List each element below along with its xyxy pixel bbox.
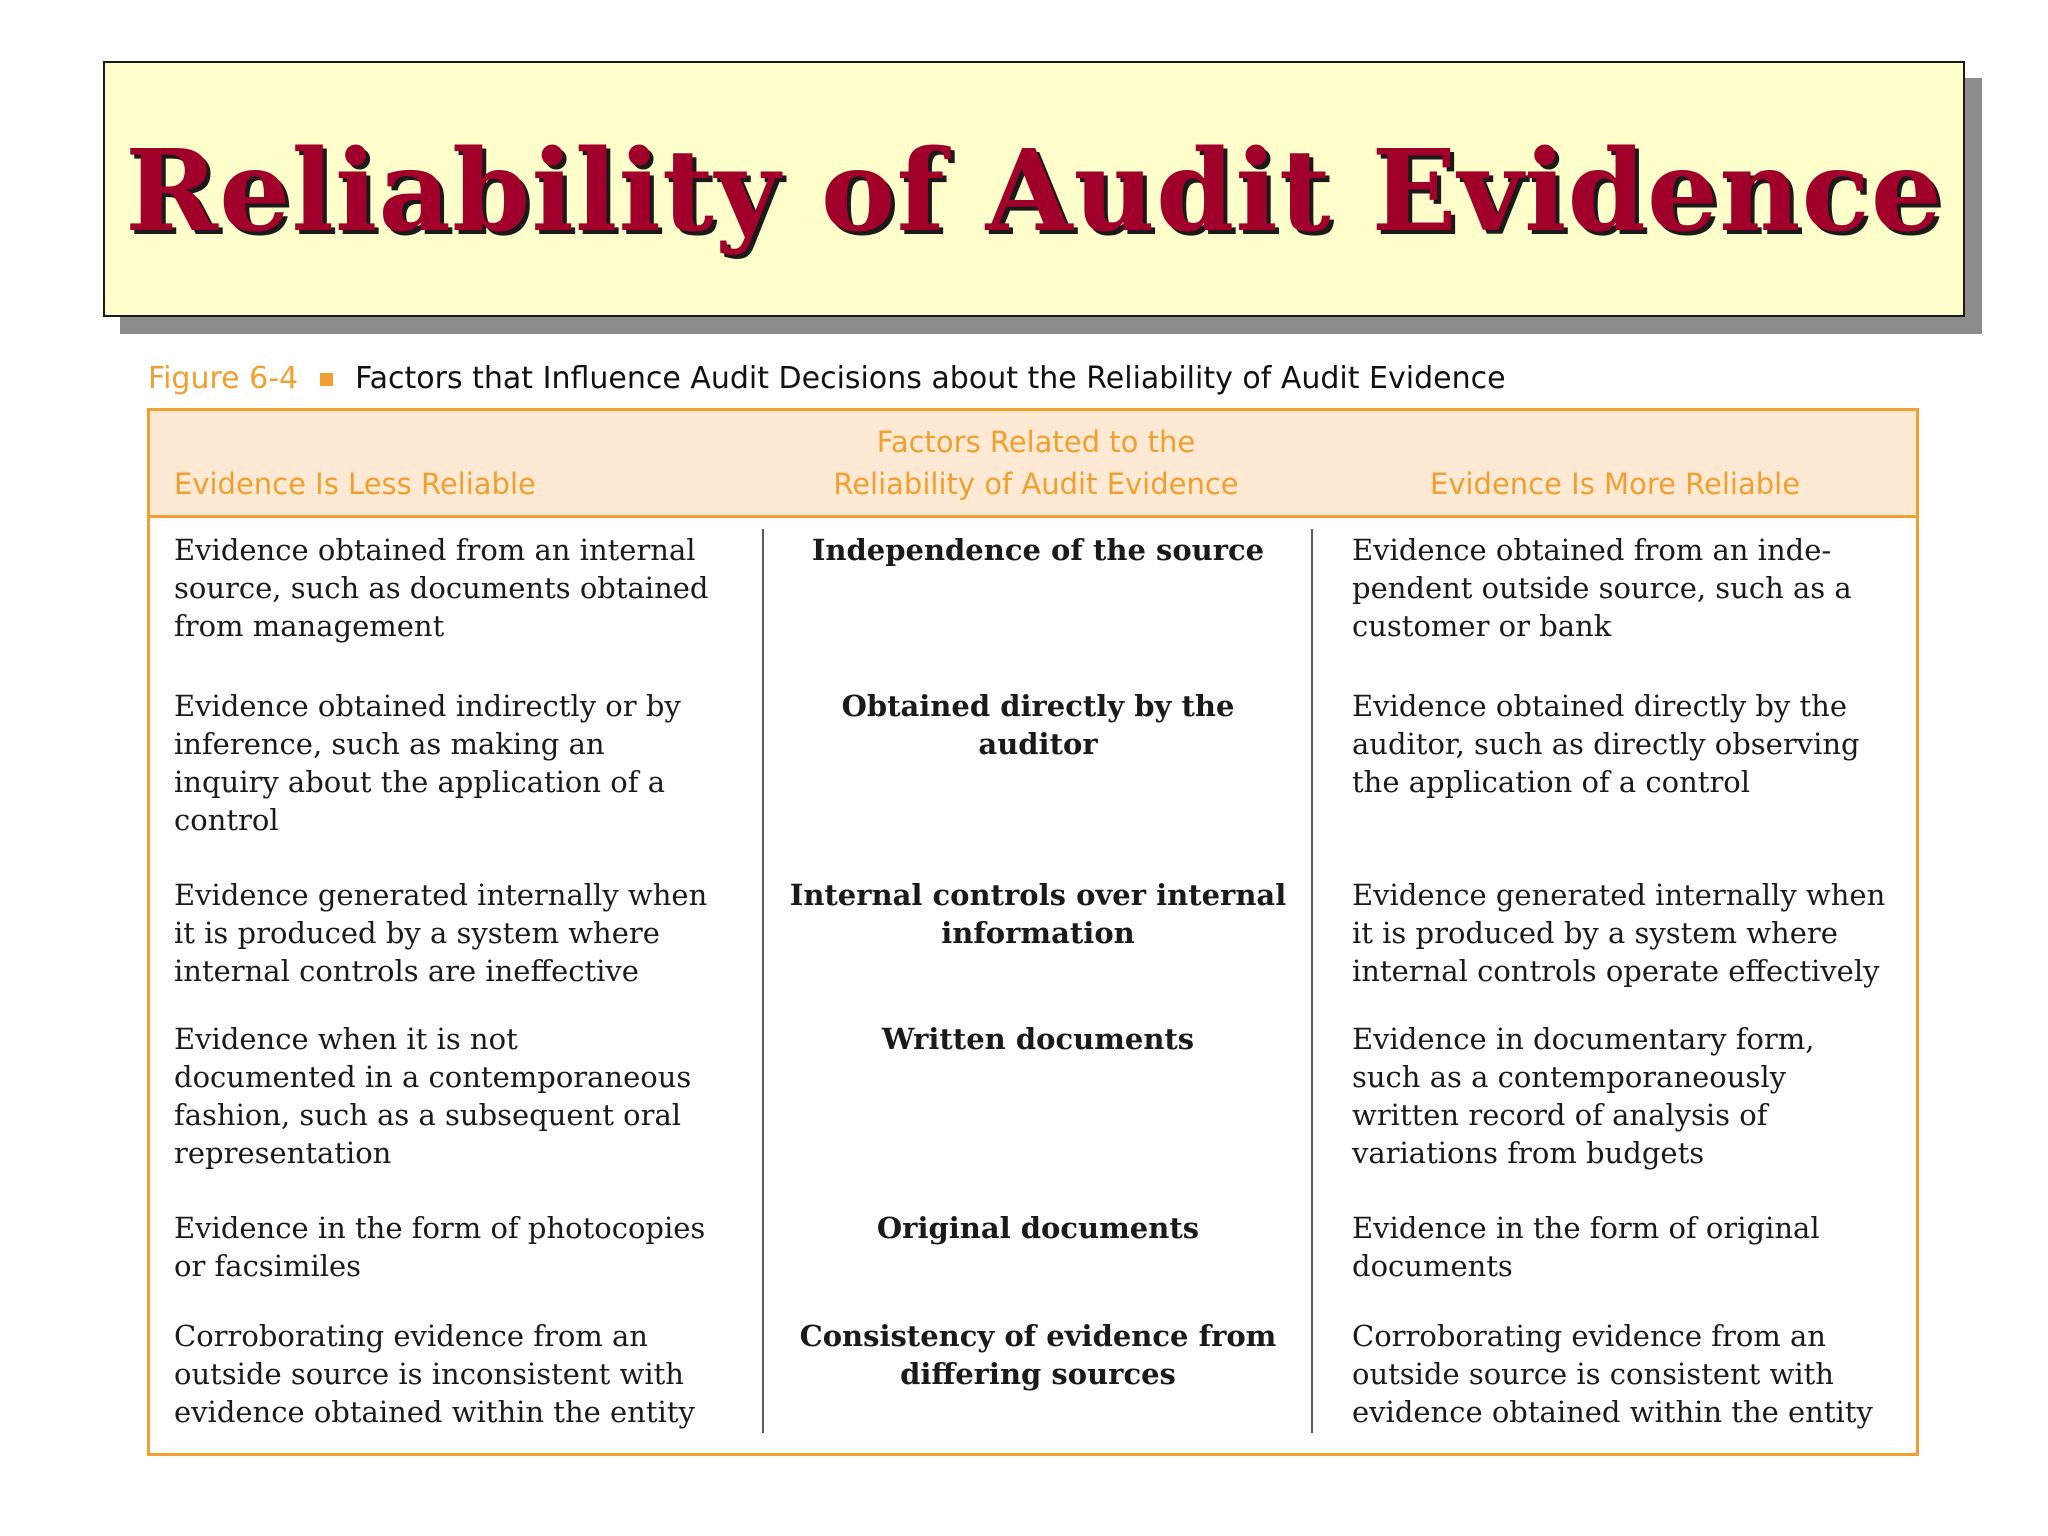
cell-line: control [174,803,279,837]
cell-line: customer or bank [1352,609,1612,643]
header-more-reliable: Evidence Is More Reliable [1430,467,1801,501]
cell-line: evidence obtained within the entity [174,1395,695,1429]
cell-line: Evidence obtained from an inde- [1352,533,1832,567]
cell-less-reliable [174,1020,734,1172]
cell-line: the application of a control [1352,765,1751,799]
reliability-table [147,408,1919,1456]
cell-line: Evidence obtained from an internal [174,533,696,567]
figure-title: Factors that Influence Audit Decisions about the Reliability of Audit Evidence [355,360,1506,396]
cell-line: information [941,916,1135,950]
figure-number: Figure 6-4 [148,360,299,396]
cell-line: Evidence in the form of original [1352,1211,1820,1245]
cell-line: Written documents [881,1022,1195,1056]
cell-less-reliable [174,876,734,990]
slide-title: Reliability of Audit Evidence [125,125,1943,257]
table-header [150,411,1916,518]
cell-less-reliable [174,1209,734,1285]
cell-factor [778,1209,1298,1247]
column-divider-right [1311,529,1313,1433]
cell-line: Independence of the source [811,533,1265,567]
cell-less-reliable [174,531,734,645]
cell-line: Evidence when it is not [174,1022,518,1056]
cell-more-reliable [1352,1209,1904,1285]
cell-line: Evidence obtained indirectly or by [174,689,681,723]
header-factors-line1: Factors Related to the [876,425,1196,459]
cell-line: it is produced by a system where [1352,916,1838,950]
cell-line: it is produced by a system where [174,916,660,950]
cell-factor [778,531,1298,569]
cell-factor [778,1020,1298,1058]
cell-less-reliable [174,687,734,839]
cell-line: variations from budgets [1352,1136,1705,1170]
cell-line: Evidence obtained directly by the [1352,689,1848,723]
cell-line: differing sources [900,1357,1176,1391]
cell-line: Evidence generated internally when [174,878,708,912]
cell-line: representation [174,1136,392,1170]
cell-less-reliable [174,1317,734,1431]
cell-line: Evidence in documentary form, [1352,1022,1815,1056]
column-divider-left [762,529,764,1433]
cell-more-reliable [1352,1317,1904,1431]
cell-line: source, such as documents obtained [174,571,709,605]
cell-line: Evidence generated internally when [1352,878,1886,912]
cell-more-reliable [1352,531,1904,645]
cell-factor [778,876,1298,952]
cell-line: Original documents [876,1211,1200,1245]
cell-line: Consistency of evidence from [799,1319,1277,1353]
cell-line: from management [174,609,445,643]
header-less-reliable: Evidence Is Less Reliable [174,467,536,501]
cell-line: outside source is inconsistent with [174,1357,684,1391]
cell-line: Corroborating evidence from an [1352,1319,1826,1353]
title-banner [103,61,1965,317]
cell-line: fashion, such as a subsequent oral [174,1098,682,1132]
header-factors-line2: Reliability of Audit Evidence [833,467,1239,501]
cell-line: evidence obtained within the entity [1352,1395,1873,1429]
cell-factor [778,1317,1298,1393]
cell-factor [778,687,1298,763]
cell-line: Evidence in the form of photocopies [174,1211,706,1245]
cell-line: auditor, such as directly observing [1352,727,1860,761]
cell-line: documents [1352,1249,1513,1283]
cell-line: internal controls are ineffective [174,954,639,988]
cell-line: outside source is consistent with [1352,1357,1834,1391]
cell-line: Obtained directly by the [841,689,1235,723]
cell-line: pendent outside source, such as a [1352,571,1852,605]
cell-line: such as a contemporaneously [1352,1060,1786,1094]
cell-line: Corroborating evidence from an [174,1319,648,1353]
cell-more-reliable [1352,876,1904,990]
square-bullet-icon [320,373,333,386]
cell-line: or facsimiles [174,1249,362,1283]
cell-line: internal controls operate effectively [1352,954,1880,988]
header-factors [726,421,1346,505]
cell-line: auditor [978,727,1098,761]
cell-line: inquiry about the application of a [174,765,665,799]
cell-line: Internal controls over internal [789,878,1287,912]
figure-caption [148,354,1506,402]
cell-line: documented in a contemporaneous [174,1060,692,1094]
cell-more-reliable [1352,1020,1904,1172]
cell-more-reliable [1352,687,1904,801]
cell-line: inference, such as making an [174,727,605,761]
cell-line: written record of analysis of [1352,1098,1768,1132]
